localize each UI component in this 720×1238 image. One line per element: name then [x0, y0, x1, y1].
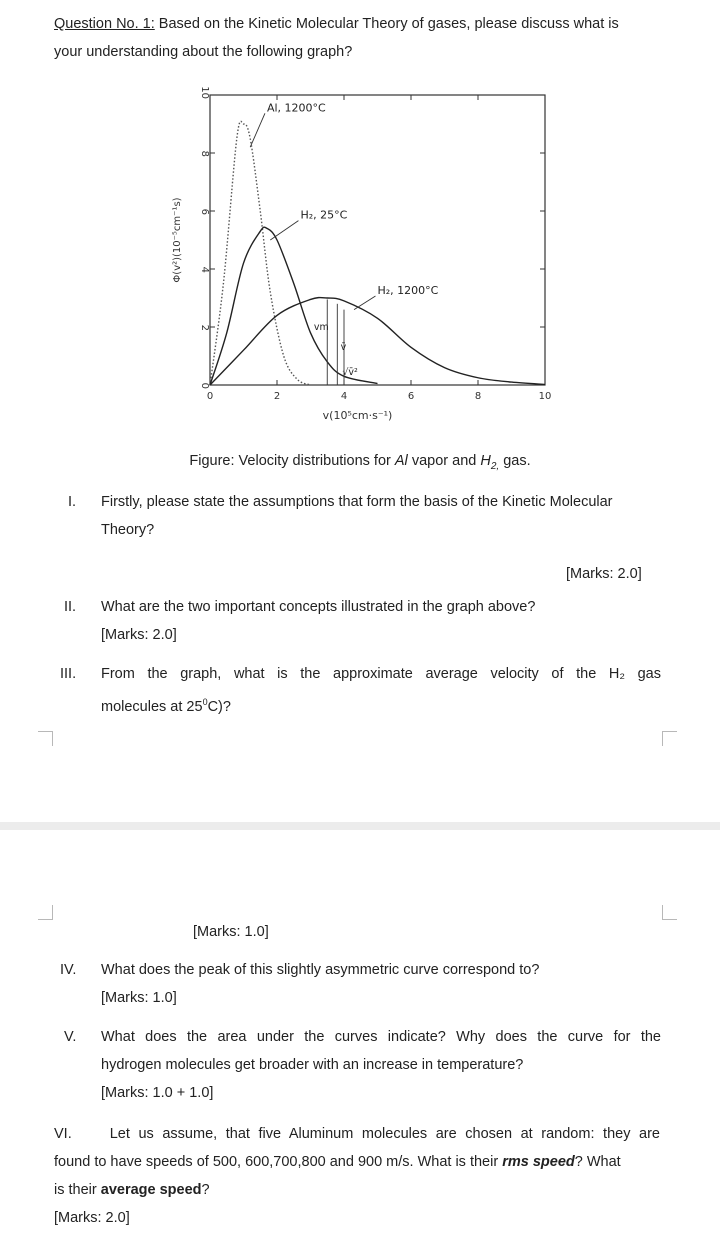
series-label-leader [270, 221, 298, 240]
caption-prefix: Figure: Velocity distributions for [189, 453, 395, 469]
item-6-marks: [Marks: 2.0] [54, 1210, 130, 1226]
question-heading [54, 10, 674, 66]
item-number-4: IV. [60, 962, 77, 978]
page-corner-mark [662, 905, 677, 920]
item-1-text [101, 488, 681, 544]
y-tick-label: 2 [199, 324, 210, 331]
question-label: Question No. 1: [54, 16, 155, 32]
item-1-marks: [Marks: 2.0] [566, 566, 642, 582]
item-5-line-2: hydrogen molecules get broader with an increase in temperature? [101, 1057, 524, 1073]
caption-mid: vapor and [407, 453, 481, 469]
y-tick-label: 6 [199, 208, 210, 215]
x-axis-label: v(10⁵cm·s⁻¹) [322, 409, 393, 422]
item-2-marks: [Marks: 2.0] [101, 627, 177, 643]
question-text: Based on the Kinetic Molecular Theory of gases, please discuss what is [154, 16, 619, 32]
series-label: H₂, 25°C [300, 208, 348, 222]
x-tick-label: 6 [407, 391, 415, 402]
x-tick-label: 10 [538, 391, 552, 402]
plot-frame [210, 95, 545, 385]
velocity-distribution-figure [160, 85, 580, 430]
caption-h2-sub: 2, [490, 460, 500, 472]
x-tick-label: 2 [273, 391, 281, 402]
y-tick-label: 10 [199, 86, 210, 99]
item-3-degree: 0 [202, 697, 208, 707]
item-3-marks: [Marks: 1.0] [193, 924, 269, 940]
item-1-line-2: Theory? [101, 522, 155, 538]
item-number-2: II. [64, 599, 77, 615]
page-corner-mark [38, 905, 53, 920]
item-3-line-2a: molecules at 25 [101, 698, 203, 715]
item-6-line-3b: ? [201, 1182, 210, 1198]
y-tick-label: 0 [199, 382, 210, 389]
item-3-line-1: From the graph, what is the approximate average velocity of the H₂ gas [101, 666, 661, 682]
annotation-rms: √v̄² [342, 366, 358, 378]
page-break [0, 822, 720, 830]
item-2-line-1: What are the two important concepts illustrated in the graph above? [101, 599, 536, 615]
item-3-line-2b: C)? [207, 698, 231, 715]
x-tick-label: 8 [474, 391, 482, 402]
item-number-5: V. [64, 1029, 77, 1045]
item-6-line-2-end: ? What [574, 1154, 621, 1170]
item-5-line-1: What does the area under the curves indicate? Why does the curve for the [101, 1029, 661, 1045]
y-tick-label: 8 [199, 150, 210, 157]
caption-suffix: gas. [499, 453, 531, 469]
item-6-line-2: found to have speeds of 500, 600,700,800 and 900 m/s. What is their [54, 1154, 503, 1170]
series-h2-1200c [210, 298, 545, 385]
series-label-leader [354, 296, 375, 310]
y-axis-label: Φ(v²)(10⁻⁵cm⁻¹s) [172, 197, 183, 283]
item-4-marks: [Marks: 1.0] [101, 990, 177, 1006]
item-6-average-speed: average speed [100, 1182, 202, 1198]
item-6-line-1: Let us assume, that five Aluminum molecules are chosen at random: they are [109, 1126, 660, 1142]
series-label: H₂, 1200°C [377, 284, 439, 297]
series-label-leader [250, 113, 265, 147]
page-corner-mark [38, 731, 53, 746]
item-5-marks: [Marks: 1.0 + 1.0] [101, 1085, 214, 1101]
item-5-text [101, 1023, 661, 1107]
item-4-text [101, 956, 681, 1012]
item-number-1: I. [68, 494, 77, 510]
question-text-2: your understanding about the following graph? [54, 44, 353, 60]
y-tick-label: 4 [199, 266, 210, 273]
item-6-rms-speed: rms speed [502, 1154, 575, 1170]
caption-al: Al [394, 453, 408, 469]
x-tick-label: 0 [206, 391, 214, 402]
series-label: Al, 1200°C [266, 101, 326, 115]
caption-h2: H [480, 453, 491, 469]
page-corner-mark [662, 731, 677, 746]
item-number-6: VI. [54, 1126, 72, 1142]
annotation-vm: vm [313, 321, 329, 333]
velocity-distribution-chart [160, 85, 580, 430]
item-6-line-3a: is their [54, 1182, 101, 1198]
item-2-text [101, 593, 681, 649]
item-number-3: III. [60, 666, 77, 682]
item-3-text [101, 660, 661, 721]
item-1-line-1: Firstly, please state the assumptions that form the basis of the Kinetic Molecular [101, 494, 613, 510]
figure-caption [0, 453, 720, 472]
series-al-1200c [210, 121, 311, 385]
item-6-text [54, 1120, 660, 1232]
item-4-line-1: What does the peak of this slightly asymmetric curve correspond to? [101, 962, 540, 978]
x-tick-label: 4 [340, 391, 348, 402]
annotation-vbar: v̄ [340, 342, 347, 354]
